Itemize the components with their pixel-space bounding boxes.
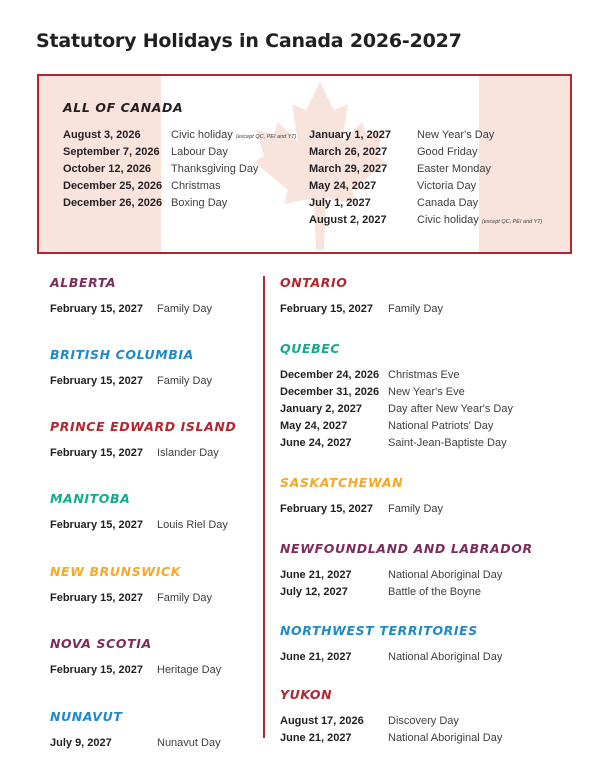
section-title-yukon: YUKON <box>280 687 333 702</box>
section-title-northwest-territories: NORTHWEST TERRITORIES <box>280 623 478 638</box>
section-title-newfoundland: NEWFOUNDLAND AND LABRADOR <box>280 541 533 556</box>
page-title: Statutory Holidays in Canada 2026-2027 <box>36 30 462 52</box>
section-title-pei: PRINCE EDWARD ISLAND <box>50 419 237 434</box>
section-title-nunavut: NUNAVUT <box>50 709 123 724</box>
section-title-manitoba: MANITOBA <box>50 491 131 506</box>
all-of-canada-panel: ALL OF CANADA August 3, 2026 Civic holiday (except QC, PEI and YT) September 7, 2026 Labour Day October 12, 2026 Thanksgiving Day December 25, 2026 Christmas December 26, 2026 Boxing Day January 1, 2027 New Year's Day March 26, 2027 Good Friday March 29, 2027 Easter Monday May 24, 2027 Victoria Day July 1, 2027 Canada Day August 2, 2027 Civic holiday (except QC, PEI and YT) <box>37 74 572 254</box>
section-title-nova-scotia: NOVA SCOTIA <box>50 636 152 651</box>
section-title-british-columbia: BRITISH COLUMBIA <box>50 347 194 362</box>
section-title-alberta: ALBERTA <box>50 275 117 290</box>
section-title-quebec: QUEBEC <box>280 341 341 356</box>
all-of-canada-heading: ALL OF CANADA <box>63 100 184 115</box>
section-title-new-brunswick: NEW BRUNSWICK <box>50 564 182 579</box>
section-title-saskatchewan: SASKATCHEWAN <box>280 475 404 490</box>
column-divider <box>263 276 265 738</box>
section-title-ontario: ONTARIO <box>280 275 348 290</box>
